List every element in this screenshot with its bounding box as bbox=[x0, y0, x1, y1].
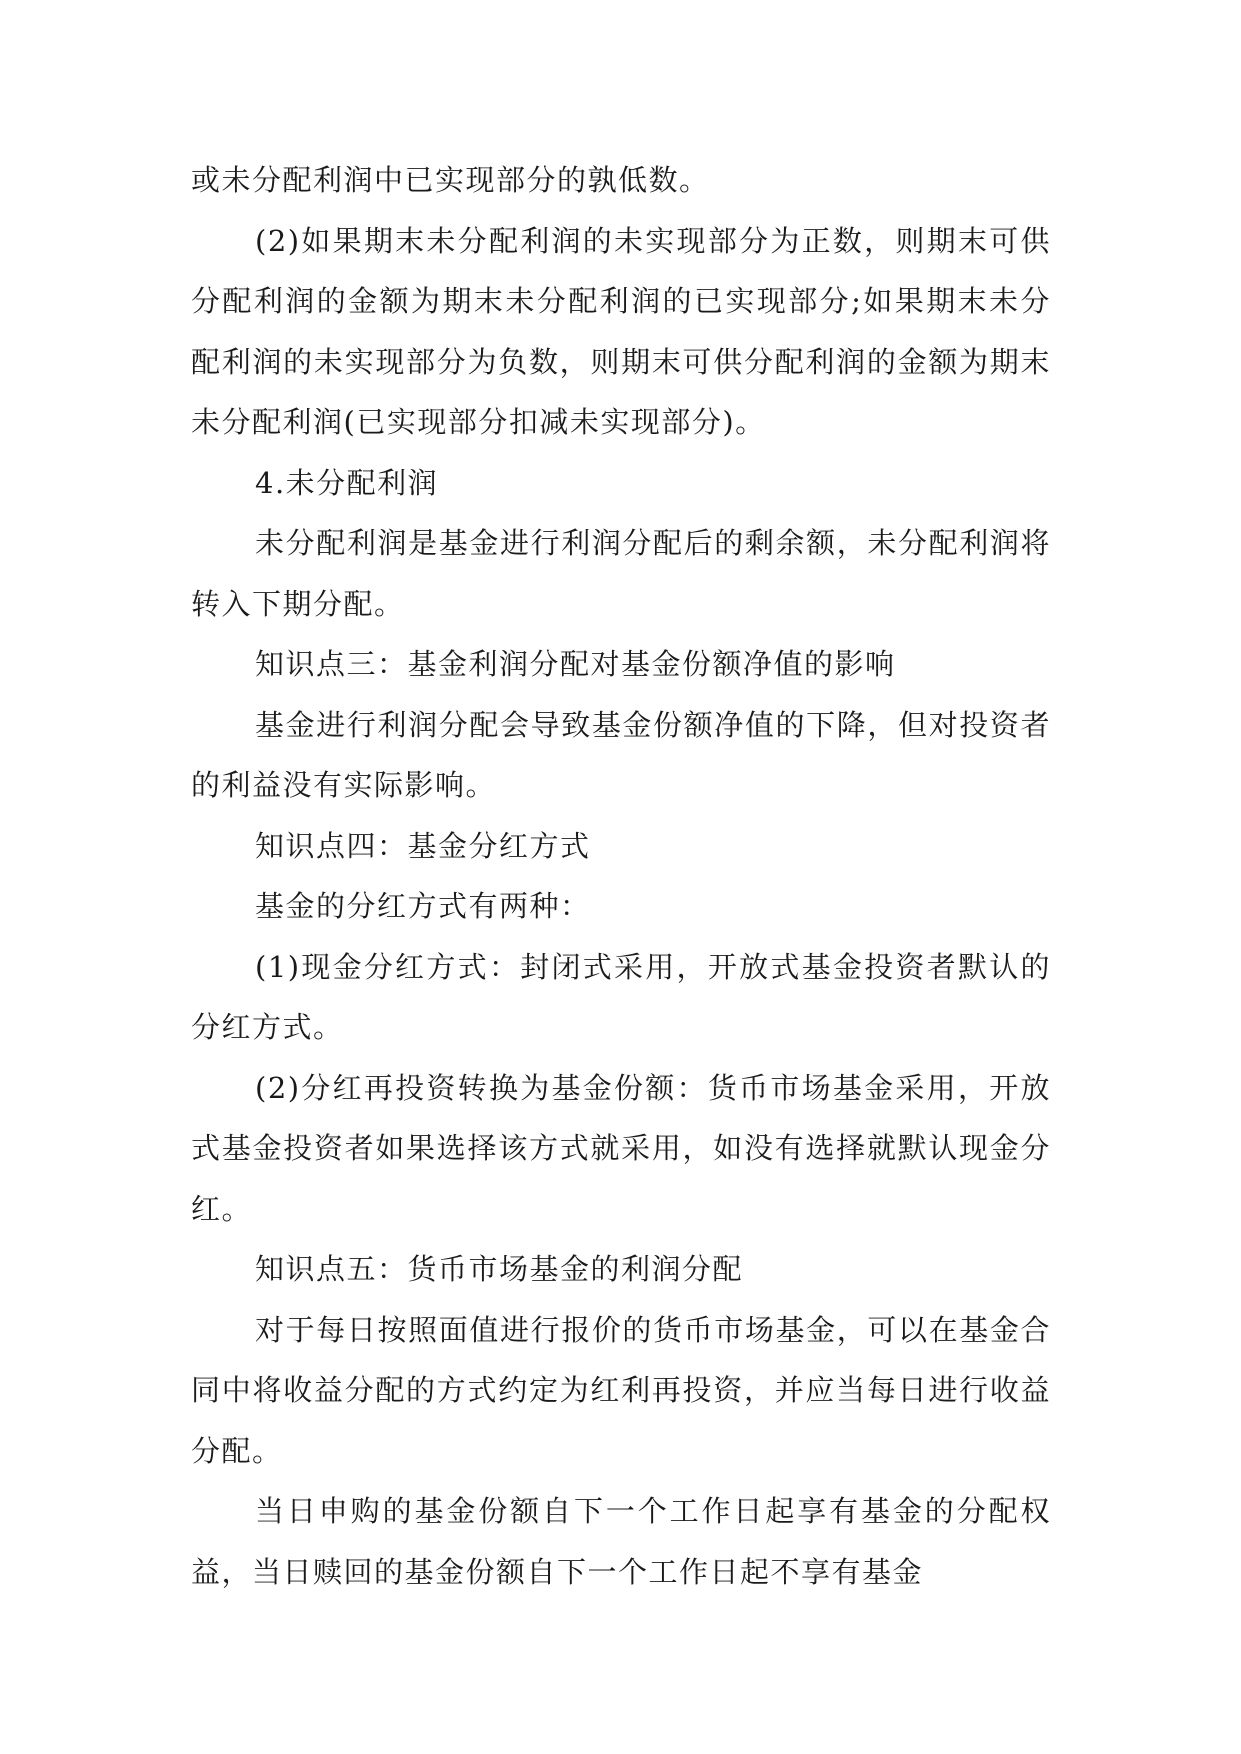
list-item: (1)现金分红方式：封闭式采用，开放式基金投资者默认的分红方式。 bbox=[191, 949, 1051, 1044]
paragraph: 当日申购的基金份额自下一个工作日起享有基金的分配权益，当日赎回的基金份额自下一个工作日起不享有基金 bbox=[191, 1494, 1051, 1589]
paragraph: 基金的分红方式有两种： bbox=[255, 889, 591, 923]
section-heading: 知识点四：基金分红方式 bbox=[255, 828, 591, 863]
document-body bbox=[191, 150, 1051, 1602]
paragraph: 基金进行利润分配会导致基金份额净值的下降，但对投资者的利益没有实际影响。 bbox=[191, 707, 1051, 802]
paragraph: 或未分配利润中已实现部分的孰低数。 bbox=[191, 163, 710, 197]
paragraph: (2)如果期末未分配利润的未实现部分为正数，则期末可供分配利润的金额为期末未分配利润的已实现部分;如果期末未分配利润的未实现部分为负数，则期末可供分配利润的金额为期末未分配利润(已实现部分扣减未实现部分)。 bbox=[191, 223, 1051, 439]
paragraph: 未分配利润是基金进行利润分配后的剩余额，未分配利润将转入下期分配。 bbox=[191, 526, 1051, 621]
paragraph: 对于每日按照面值进行报价的货币市场基金，可以在基金合同中将收益分配的方式约定为红利再投资，并应当每日进行收益分配。 bbox=[191, 1312, 1051, 1468]
section-heading: 4.未分配利润 bbox=[255, 465, 439, 500]
section-heading: 知识点三：基金利润分配对基金份额净值的影响 bbox=[255, 647, 896, 681]
section-heading: 知识点五：货币市场基金的利润分配 bbox=[255, 1252, 744, 1286]
list-item: (2)分红再投资转换为基金份额：货币市场基金采用，开放式基金投资者如果选择该方式就采用，如没有选择就默认现金分红。 bbox=[191, 1070, 1051, 1226]
